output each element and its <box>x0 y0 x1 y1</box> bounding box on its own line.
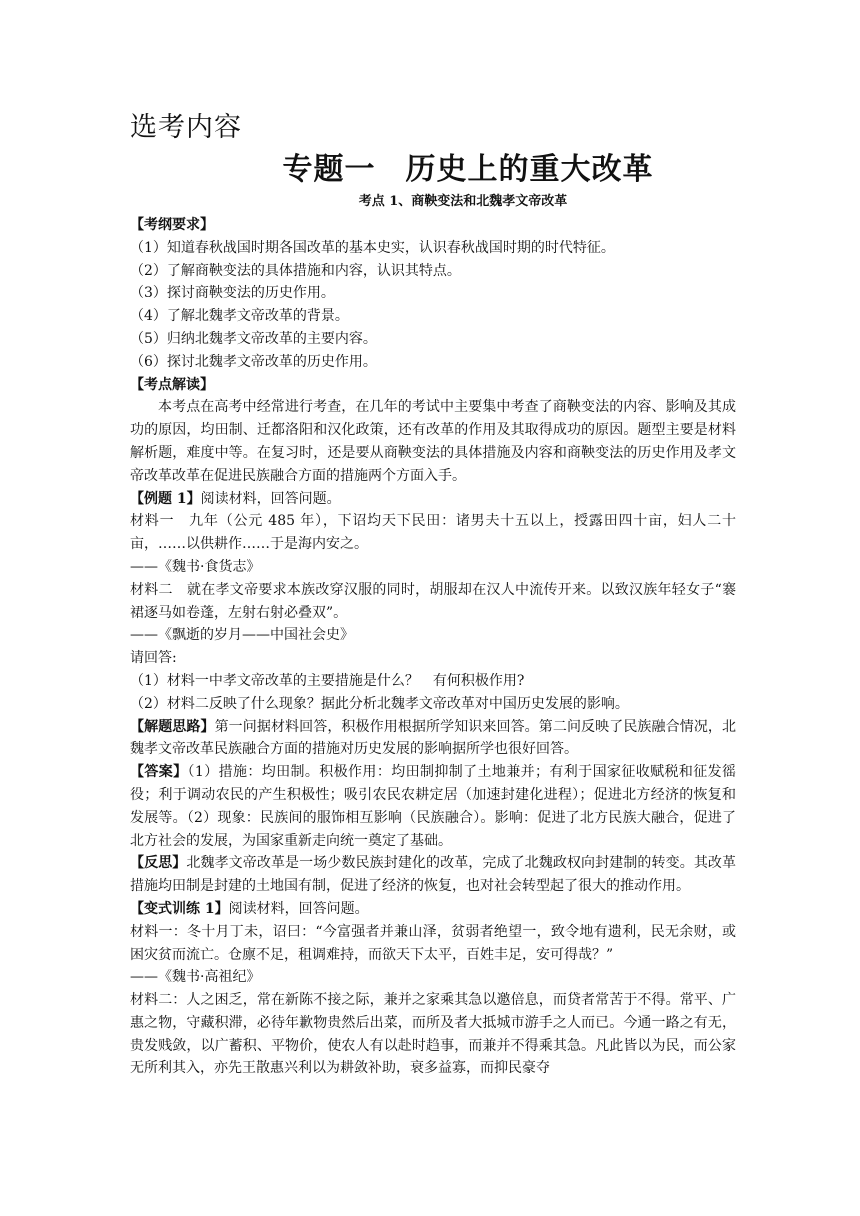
practice-material-2: 材料二：人之困乏，常在新陈不接之际，兼并之家乘其急以邀倍息，而贷者常苦于不得。常平、广惠之物，守藏积滞，必待年歉物贵然后出菜，而所及者大抵城市游手之人而已。今通一路之有无，贵发贱敛，以广蓄积、平物价，使农人有以赴时趋事，而兼并不得乘其急。凡此皆以为民，而公家无所利其入，亦先王散惠兴利以为耕敛补助，衰多益寡，而抑民豪夺 <box>130 992 736 1077</box>
syllabus-item: （5）归纳北魏孝文帝改革的主要内容。 <box>130 330 377 347</box>
example-source-1: ——《魏书·食货志》 <box>130 558 261 575</box>
practice-material-1: 材料一：冬十月丁未，诏曰：“今富强者并兼山泽，贫弱者绝望一，致令地有遗利，民无余财，或困灾贫而流亡。仓廪不足，租调难持，而欲天下太平，百姓丰足，安可得哉？” <box>130 923 736 963</box>
answer-paragraph <box>130 761 736 852</box>
example-source-2: ——《飘逝的岁月——中国社会史》 <box>130 627 354 644</box>
example-ask: 请回答: <box>130 650 177 667</box>
example-heading: 【例题 1】 <box>130 490 201 507</box>
example-material-1: 材料一 九年（公元 485 年），下诏均天下民田：诸男夫十五以上，授露田四十亩，妇人二十亩，……以供耕作……于是海内安之。 <box>130 513 736 553</box>
example-intro: 阅读材料，回答问题。 <box>200 490 341 507</box>
answer-text: （1）措施：均田制。积极作用：均田制抑制了土地兼并；有利于国家征收赋税和征发徭役；利于调动农民的产生积极性；吸引农民农耕定居（加速封建化进程）；促进北方经济的恢复和发展等。（2）现象：民族间的服饰相互影响（民族融合）。影响：促进了北方民族大融合，促进了北方社会的发展，为国家重新走向统一奠定了基础。 <box>130 764 737 849</box>
example-question-1: （1）材料一中孝文帝改革的主要措施是什么？ 有何积极作用? <box>130 672 525 689</box>
example-question-2: （2）材料二反映了什么现象？据此分析北魏孝文帝改革对中国历史发展的影响。 <box>130 695 629 712</box>
practice-intro-line <box>130 898 736 921</box>
syllabus-heading: 【考纲要求】 <box>130 217 214 233</box>
syllabus-item: （2）了解商鞅变法的具体措施和内容，认识其特点。 <box>130 262 461 279</box>
document-content <box>130 110 736 1080</box>
topic-title <box>130 150 736 190</box>
interpretation-text: 本考点在高考中经常进行考查，在几年的考试中主要集中考查了商鞅变法的内容、影响及其成功的原因，均田制、迁都洛阳和汉化政策，还有改革的作用及其取得成功的原因。题型主要是材料解析题，难度中等。在复习时，还是要从商鞅变法的具体措施及内容和商鞅变法的历史作用及孝文帝改革改革在促进民族融合方面的措施两个方面入手。 <box>130 399 736 484</box>
topic-name: 历史上的重大改革 <box>405 152 654 187</box>
topic-number: 专题一 <box>282 152 376 187</box>
syllabus-item: （3）探讨商鞅变法的历史作用。 <box>130 285 335 302</box>
syllabus-item: （4）了解北魏孝文帝改革的背景。 <box>130 308 349 325</box>
point-title: 考点 1、商鞅变法和北魏孝文帝改革 <box>358 194 568 209</box>
reflect-text: 北魏孝文帝改革是一场少数民族封建化的改革，完成了北魏政权向封建制的转变。其改革措施均田制是封建的土地国有制，促进了经济的恢复，也对社会转型起了很大的推动作用。 <box>130 855 737 895</box>
section-title: 选考内容 <box>130 112 242 143</box>
syllabus-item: （6）探讨北魏孝文帝改革的历史作用。 <box>130 353 377 370</box>
approach-text: 第一问据材料回答，积极作用根据所学知识来回答。第二问反映了民族融合情况，北魏孝文帝改革民族融合方面的措施对历史发展的影响据所学也很好回答。 <box>130 718 737 758</box>
interpretation-heading: 【考点解读】 <box>130 376 214 393</box>
answer-label: 【答案】 <box>130 764 188 781</box>
approach-paragraph <box>130 716 736 762</box>
syllabus-item: （1）知道春秋战国时期各国改革的基本史实，认识春秋战国时期的时代特征。 <box>130 239 615 256</box>
approach-label: 【解题思路】 <box>130 718 215 735</box>
practice-intro: 阅读材料，回答问题。 <box>228 900 369 917</box>
reflect-label: 【反思】 <box>130 855 187 872</box>
example-material-2: 材料二 就在孝文帝要求本族改穿汉服的同时，胡服却在汉人中流传开来。以致汉族年轻女子“褰裙逐马如卷蓬，左射右射必叠双”。 <box>130 581 736 621</box>
practice-heading: 【变式训练 1】 <box>130 900 229 917</box>
reflect-paragraph <box>130 852 736 898</box>
practice-source-1: ——《魏书·高祖纪》 <box>130 969 261 986</box>
example-intro-line <box>130 488 736 511</box>
